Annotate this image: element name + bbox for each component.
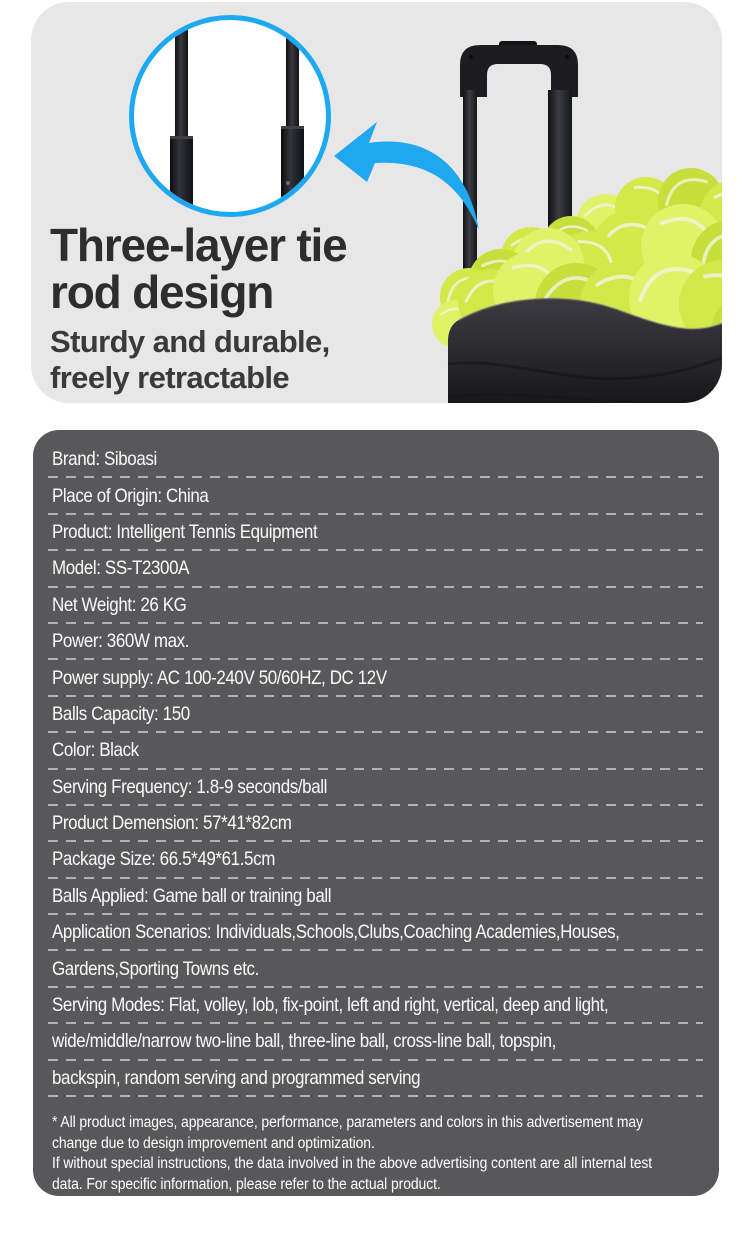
- footnote-line: data. For specific information, please refer to the actual product.: [52, 1175, 441, 1193]
- spec-row: [52, 478, 707, 513]
- spec-row: [52, 879, 707, 914]
- spec-row: [52, 1024, 707, 1059]
- tie-rod-upper-segment: [175, 16, 188, 138]
- spec-row: [52, 1061, 707, 1096]
- spec-row: [52, 915, 707, 950]
- spec-row-text: Balls Capacity: 150: [52, 702, 190, 725]
- spec-row-text: Serving Modes: Flat, volley, lob, fix-point, left and right, vertical, deep and light,: [52, 994, 609, 1017]
- spec-row-text: Application Scenarios: Individuals,Schools,Clubs,Coaching Academies,Houses,: [52, 921, 620, 944]
- spec-row-text: Color: Black: [52, 739, 139, 762]
- tie-rod-upper-segment: [286, 16, 299, 128]
- footnote-line: * All product images, appearance, performance, parameters and colors in this advertisement may: [52, 1114, 643, 1132]
- zoom-detail-circle-icon: [129, 15, 331, 217]
- spec-row-text: Brand: Siboasi: [52, 448, 157, 471]
- subtitle-line-2: freely retractable: [50, 360, 290, 395]
- subtitle-block: [50, 324, 346, 396]
- footnote-line: If without special instructions, the data involved in the above advertising content are all internal test: [52, 1155, 653, 1173]
- spec-row-text: Product: Intelligent Tennis Equipment: [52, 520, 318, 543]
- footnote-line: change due to design improvement and optimization.: [52, 1134, 375, 1152]
- spec-row: [52, 806, 707, 841]
- spec-row-text: backspin, random serving and programmed serving: [52, 1066, 421, 1089]
- spec-row: [52, 442, 707, 477]
- spec-row: [52, 988, 707, 1023]
- spec-row-text: Serving Frequency: 1.8-9 seconds/ball: [52, 775, 328, 798]
- spec-row: [52, 770, 707, 805]
- spec-row: [52, 660, 707, 695]
- tie-rod-right: [281, 16, 304, 216]
- spec-row-text: Gardens,Sporting Towns etc.: [52, 957, 259, 980]
- spec-row: [52, 842, 707, 877]
- spec-row-text: wide/middle/narrow two-line ball, three-line ball, cross-line ball, topspin,: [52, 1030, 556, 1053]
- headline-block: [50, 219, 347, 396]
- spec-row: [52, 624, 707, 659]
- spec-row: [52, 515, 707, 550]
- footnote: [52, 1113, 707, 1195]
- tie-rod-left: [170, 16, 193, 216]
- curved-arrow-icon: [334, 122, 479, 230]
- tie-rod-lower-segment: [281, 126, 304, 216]
- spec-row: [52, 733, 707, 768]
- spec-row-text: Place of Origin: China: [52, 484, 209, 507]
- spec-row: [52, 951, 707, 986]
- title-line-1: Three-layer tie: [50, 219, 347, 271]
- spec-row: [52, 588, 707, 623]
- spec-row-text: Product Demension: 57*41*82cm: [52, 812, 292, 835]
- spec-row: [52, 551, 707, 586]
- spec-panel: [33, 430, 719, 1196]
- spec-row: [52, 697, 707, 732]
- row-separator: [48, 1095, 703, 1097]
- hero-section: [31, 2, 722, 403]
- spec-row-text: Power supply: AC 100-240V 50/60HZ, DC 12V: [52, 666, 387, 689]
- spec-row-text: Balls Applied: Game ball or training ball: [52, 884, 332, 907]
- spec-row-text: Net Weight: 26 KG: [52, 593, 187, 616]
- spec-row-text: Model: SS-T2300A: [52, 557, 190, 580]
- spec-row-text: Package Size: 66.5*49*61.5cm: [52, 848, 275, 871]
- spec-row-text: Power: 360W max.: [52, 630, 190, 653]
- spec-list: [52, 442, 707, 1097]
- tie-rod-lower-segment: [170, 136, 193, 216]
- title-line-2: rod design: [50, 266, 274, 318]
- subtitle-line-1: Sturdy and durable,: [50, 324, 330, 359]
